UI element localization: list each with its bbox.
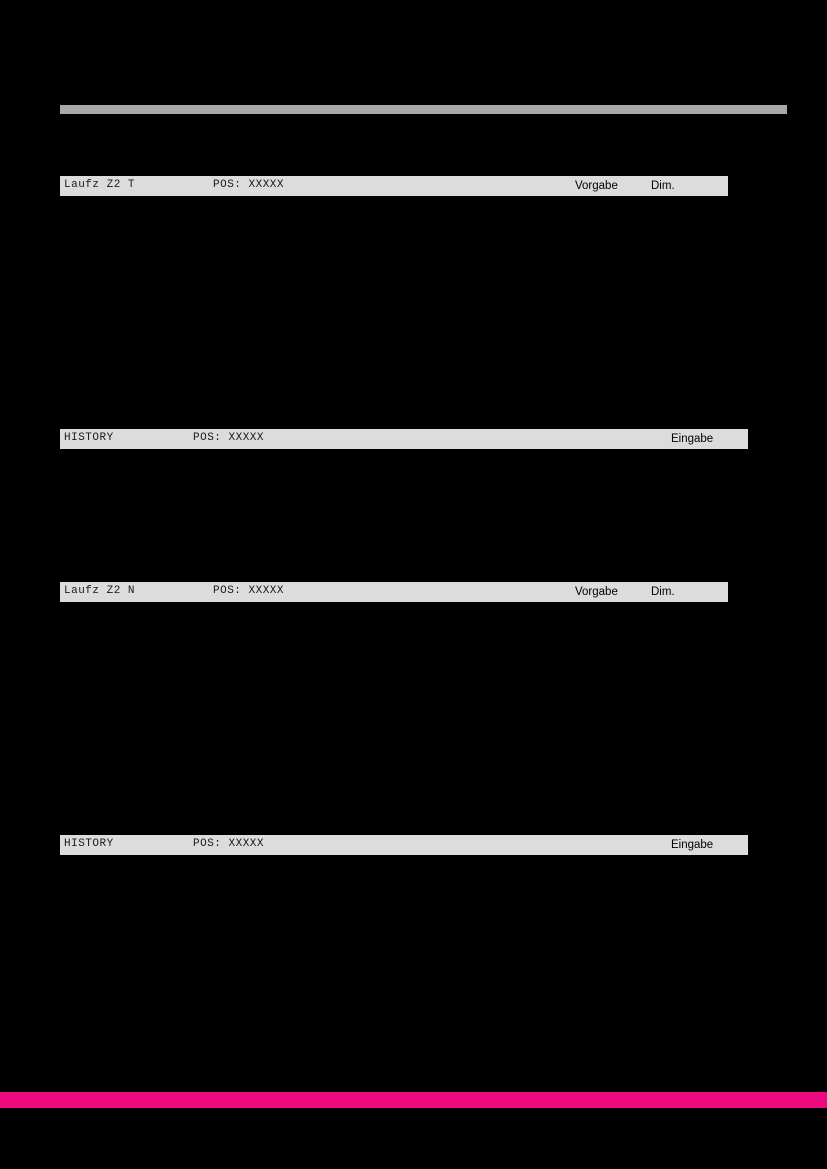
section-title: Laufz Z2 N [64, 585, 136, 597]
section-header-history-2 [60, 835, 748, 855]
column-header-vorgabe: Vorgabe [575, 586, 618, 598]
column-header-dim: Dim. [651, 180, 675, 192]
section-position: POS: XXXXX [213, 179, 285, 191]
section-position: POS: XXXXX [213, 585, 285, 597]
section-header-laufz-z2-t [60, 176, 728, 196]
section-position: POS: XXXXX [193, 838, 265, 850]
section-title: HISTORY [64, 432, 114, 444]
section-position: POS: XXXXX [193, 432, 265, 444]
column-header-vorgabe: Vorgabe [575, 180, 618, 192]
bottom-accent-bar [0, 1092, 827, 1108]
section-header-history-1 [60, 429, 748, 449]
column-header-eingabe: Eingabe [671, 433, 714, 445]
section-header-laufz-z2-n [60, 582, 728, 602]
column-header-eingabe: Eingabe [671, 839, 714, 851]
top-divider-rule [60, 105, 787, 114]
section-title: HISTORY [64, 838, 114, 850]
section-title: Laufz Z2 T [64, 179, 136, 191]
column-header-dim: Dim. [651, 586, 675, 598]
